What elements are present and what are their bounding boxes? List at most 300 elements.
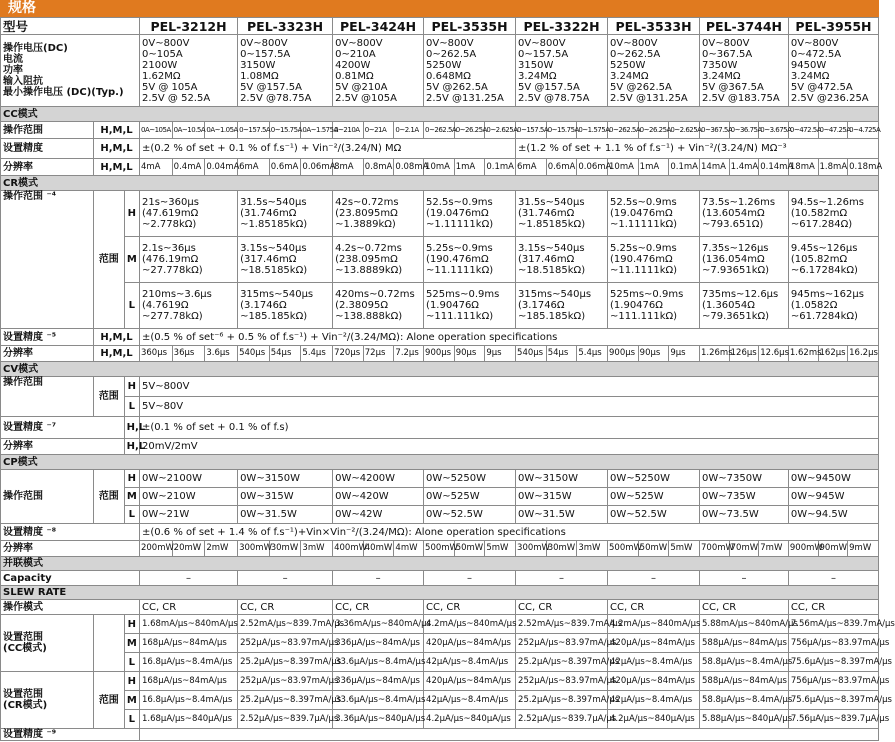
cc-range-value: 0A~1.575A — [301, 122, 333, 139]
range-group-label: 范围 — [93, 191, 124, 329]
slew-value: 42μA/μs~8.4mA/μs — [608, 653, 700, 672]
basic-spec-values: 0V~800V 0~210A 4200W 0.81MΩ 5V @210A 2.5V @105A — [333, 35, 424, 107]
cc-resolution-value: 0.6mA — [546, 159, 577, 176]
range-letter: L — [124, 397, 139, 417]
cp-resolution-value: 30mW — [546, 541, 577, 557]
slew-mode-value: CC, CR — [238, 600, 333, 615]
cr-range-value: 210ms~3.6μs (4.7619Ω ~277.78kΩ) — [139, 283, 237, 329]
model-name: PEL-3424H — [333, 18, 424, 35]
cr-range-value: 525ms~0.9ms (1.90476Ω ~111.111kΩ) — [608, 283, 700, 329]
model-name: PEL-3212H — [139, 18, 237, 35]
cp-range-value: 0W~525W — [424, 488, 516, 506]
slew-value: 3.36μA/μs~840μA/μs — [333, 710, 424, 729]
cc-resolution-value: 0.1mA — [485, 159, 516, 176]
cc-range-value: 0~3.675A — [759, 122, 789, 139]
cr-resolution-value: 16.2μs — [848, 346, 879, 362]
capacity-value: – — [238, 571, 333, 586]
capacity-value: – — [424, 571, 516, 586]
cc-resolution-value: 0.06mA — [301, 159, 333, 176]
model-name: PEL-3322H — [516, 18, 608, 35]
cc-resolution-value: 8mA — [333, 159, 364, 176]
cc-resolution-row — [1, 159, 879, 176]
slew-value: 42μA/μs~8.4mA/μs — [424, 691, 516, 710]
slew-value: 168μA/μs~84mA/μs — [139, 634, 237, 653]
cv-range-row-L — [1, 397, 879, 417]
basic-spec-values: 0V~800V 0~157.5A 3150W 1.08MΩ 5V @157.5A 2.5V @78.75A — [238, 35, 333, 107]
row-label: 操作范围 — [1, 377, 94, 417]
cr-accuracy: ±(0.5 % of set⁻⁶ + 0.5 % of f.s⁻¹) + Vin⁻²/(3.24/MΩ): Alone operation specifications — [139, 329, 878, 346]
cr-range-value: 73.5s~1.26ms (13.6054mΩ ~793.651Ω) — [700, 191, 789, 237]
model-name: PEL-3744H — [700, 18, 789, 35]
cc-resolution-value: 1.4mA — [729, 159, 759, 176]
slew-mode-row — [1, 600, 879, 615]
cr-range-value: 315ms~540μs (3.1746Ω ~185.185kΩ) — [238, 283, 333, 329]
slew-value: 4.2mA/μs~840mA/μs — [608, 615, 700, 634]
cp-section-row — [1, 455, 879, 470]
cp-range-value: 0W~735W — [700, 488, 789, 506]
slew-cr-row-H — [1, 672, 879, 691]
range-letters: H,M,L — [93, 346, 139, 362]
slew-value: 756μA/μs~83.97mA/μs — [788, 672, 878, 691]
cp-range-row-H — [1, 470, 879, 488]
slew-value: 75.6μA/μs~8.397mA/μs — [788, 691, 878, 710]
cc-range-value: 0A~10.5A — [172, 122, 205, 139]
cc-resolution-value: 0.06mA — [577, 159, 608, 176]
cr-resolution-value: 720μs — [333, 346, 364, 362]
range-letters: H,L — [124, 439, 139, 455]
slew-mode-value: CC, CR — [788, 600, 878, 615]
row-label: 设置精度 ⁻⁹ — [1, 729, 140, 741]
range-letter: M — [124, 691, 139, 710]
cp-range-value: 0W~210W — [139, 488, 237, 506]
cc-range-value: 0~2.1A — [394, 122, 424, 139]
cc-range-value: 0~26.25A — [454, 122, 485, 139]
cr-resolution-row — [1, 346, 879, 362]
cr-resolution-value: 1.62ms — [788, 346, 818, 362]
cr-resolution-value: 162μs — [818, 346, 848, 362]
cp-range-value: 0W~525W — [608, 488, 700, 506]
cp-range-value: 0W~21W — [139, 506, 237, 524]
cp-range-value: 0W~94.5W — [788, 506, 878, 524]
slew-value: 168μA/μs~84mA/μs — [139, 672, 237, 691]
model-label: 型号 — [1, 18, 140, 35]
cr-range-value: 31.5s~540μs (31.746mΩ ~1.85185kΩ) — [238, 191, 333, 237]
slew-value: 420μA/μs~84mA/μs — [608, 672, 700, 691]
range-letter: H — [124, 672, 139, 691]
cr-resolution-value: 5.4μs — [301, 346, 333, 362]
cr-range-value: 735ms~12.6μs (1.36054Ω ~79.3651kΩ) — [700, 283, 789, 329]
cut-off-cell — [139, 729, 878, 741]
slew-value: 16.8μA/μs~8.4mA/μs — [139, 691, 237, 710]
slew-value: 7.56μA/μs~839.7μA/μs — [788, 710, 878, 729]
basic-spec-values: 0V~800V 0~472.5A 9450W 3.24MΩ 5V @472.5A 2.5V @236.25A — [788, 35, 878, 107]
slew-value: 42μA/μs~8.4mA/μs — [424, 653, 516, 672]
cc-resolution-value: 10mA — [608, 159, 639, 176]
slew-value: 1.68μA/μs~840μA/μs — [139, 710, 237, 729]
cv-range-value: 5V~800V — [139, 377, 878, 397]
slew-value: 7.56mA/μs~839.7mA/μs — [788, 615, 878, 634]
cr-range-value: 21s~360μs (47.619mΩ ~2.778kΩ) — [139, 191, 237, 237]
slew-mode-value: CC, CR — [608, 600, 700, 615]
basic-spec-values: 0V~800V 0~262.5A 5250W 3.24MΩ 5V @262.5A 2.5V @131.25A — [608, 35, 700, 107]
basic-specs-row — [1, 35, 879, 107]
cc-range-value: 0~26.25A — [638, 122, 669, 139]
range-letter: M — [124, 488, 139, 506]
cc-range-value: 0~47.25A — [818, 122, 848, 139]
model-name: PEL-3955H — [788, 18, 878, 35]
cc-resolution-value: 1mA — [638, 159, 669, 176]
cp-range-value: 0W~31.5W — [238, 506, 333, 524]
slew-value: 25.2μA/μs~8.397mA/μs — [516, 653, 608, 672]
slew-value: 25.2μA/μs~8.397mA/μs — [516, 691, 608, 710]
section-title: CR模式 — [1, 176, 879, 191]
row-label: 分辨率 — [1, 159, 94, 176]
cc-range-value: 0~2.625A — [485, 122, 516, 139]
range-letters: H,M,L — [93, 139, 139, 159]
parallel-section-row — [1, 557, 879, 571]
cp-range-value: 0W~3150W — [238, 470, 333, 488]
cp-resolution-value: 200mW — [139, 541, 172, 557]
cp-resolution-value: 90mW — [818, 541, 848, 557]
slew-value: 42μA/μs~8.4mA/μs — [608, 691, 700, 710]
cr-range-value: 945ms~162μs (1.0582Ω ~61.7284kΩ) — [788, 283, 878, 329]
cp-resolution-value: 3mW — [301, 541, 333, 557]
cp-resolution-value: 2mW — [205, 541, 238, 557]
slew-cc-row-M — [1, 634, 879, 653]
cr-resolution-value: 72μs — [363, 346, 394, 362]
range-letter: M — [124, 634, 139, 653]
slew-value: 588μA/μs~84mA/μs — [700, 672, 789, 691]
cr-range-row-L — [1, 283, 879, 329]
cc-range-value: 0~157.5A — [238, 122, 270, 139]
cp-resolution-value: 30mW — [269, 541, 301, 557]
slew-cr-row-M — [1, 691, 879, 710]
cr-accuracy-row — [1, 329, 879, 346]
slew-mode-value: CC, CR — [516, 600, 608, 615]
cp-resolution-value: 20mW — [172, 541, 205, 557]
slew-value: 33.6μA/μs~8.4mA/μs — [333, 691, 424, 710]
cv-range-value: 5V~80V — [139, 397, 878, 417]
cp-range-value: 0W~42W — [333, 506, 424, 524]
cc-resolution-value: 6mA — [238, 159, 270, 176]
cp-range-value: 0W~2100W — [139, 470, 237, 488]
row-label: 设置范围 (CC模式) — [1, 615, 94, 672]
page-title: 规格 — [8, 0, 36, 16]
slew-value: 75.6μA/μs~8.397mA/μs — [788, 653, 878, 672]
cp-resolution-value: 500mW — [424, 541, 455, 557]
cr-resolution-value: 90μs — [454, 346, 485, 362]
slew-value: 252μA/μs~83.97mA/μs — [238, 634, 333, 653]
basic-spec-values: 0V~800V 0~262.5A 5250W 0.648MΩ 5V @262.5A 2.5V @131.25A — [424, 35, 516, 107]
cr-section-row — [1, 176, 879, 191]
section-title: SLEW RATE — [1, 586, 879, 600]
cr-resolution-value: 12.6μs — [759, 346, 789, 362]
range-letter: L — [124, 710, 139, 729]
range-letters: H,M,L — [93, 159, 139, 176]
cr-range-value: 420ms~0.72ms (2.38095Ω ~138.888kΩ) — [333, 283, 424, 329]
spec-table — [0, 17, 895, 741]
basic-spec-labels: 操作电压(DC) 电流 功率 输入阻抗 最小操作电压 (DC)(Typ.) — [1, 35, 140, 107]
slew-value: 2.52μA/μs~839.7μA/μs — [238, 710, 333, 729]
cc-section-row — [1, 107, 879, 122]
cr-resolution-value: 540μs — [516, 346, 547, 362]
slew-value: 16.8μA/μs~8.4mA/μs — [139, 653, 237, 672]
cc-range-value: 0~367.5A — [700, 122, 730, 139]
slew-value: 756μA/μs~83.97mA/μs — [788, 634, 878, 653]
slew-value: 336μA/μs~84mA/μs — [333, 634, 424, 653]
cp-range-row-L — [1, 506, 879, 524]
row-label: 操作范围 ⁻⁴ — [1, 191, 94, 329]
cp-resolution-value: 7mW — [759, 541, 789, 557]
cc-resolution-value: 6mA — [516, 159, 547, 176]
basic-spec-values: 0V~800V 0~157.5A 3150W 3.24MΩ 5V @157.5A 2.5V @78.75A — [516, 35, 608, 107]
slew-value: 1.68mA/μs~840mA/μs — [139, 615, 237, 634]
slew-value: 588μA/μs~84mA/μs — [700, 634, 789, 653]
slew-value: 420μA/μs~84mA/μs — [608, 634, 700, 653]
cv-range-row-H — [1, 377, 879, 397]
cr-resolution-value: 36μs — [172, 346, 205, 362]
cp-resolution-value: 500mW — [608, 541, 639, 557]
slew-cc-row-L — [1, 653, 879, 672]
slew-value: 58.8μA/μs~8.4mA/μs — [700, 691, 789, 710]
cp-resolution-value: 900mW — [788, 541, 818, 557]
range-letters: H,L — [124, 417, 139, 439]
cp-range-value: 0W~52.5W — [424, 506, 516, 524]
row-label: Capacity — [1, 571, 140, 586]
slew-value: 4.2μA/μs~840μA/μs — [424, 710, 516, 729]
slew-value: 252μA/μs~83.97mA/μs — [516, 634, 608, 653]
row-label: 设置精度 ⁻⁸ — [1, 524, 140, 541]
cc-resolution-value: 0.1mA — [669, 159, 700, 176]
cp-range-value: 0W~4200W — [333, 470, 424, 488]
cr-range-value: 4.2s~0.72ms (238.095mΩ ~13.8889kΩ) — [333, 237, 424, 283]
slew-cr-row-L — [1, 710, 879, 729]
cc-range-value: 0A~1.05A — [205, 122, 238, 139]
model-name: PEL-3323H — [238, 18, 333, 35]
cv-accuracy: ±(0.1 % of set + 0.1 % of f.s) — [139, 417, 878, 439]
cp-range-value: 0W~315W — [238, 488, 333, 506]
cr-resolution-value: 360μs — [139, 346, 172, 362]
cc-range-value: 0~1.575A — [577, 122, 608, 139]
row-label: 操作范围 — [1, 122, 94, 139]
model-name: PEL-3533H — [608, 18, 700, 35]
section-title: CP模式 — [1, 455, 879, 470]
cp-resolution-row — [1, 541, 879, 557]
cr-resolution-value: 5.4μs — [577, 346, 608, 362]
cc-range-value: 0~36.75A — [729, 122, 759, 139]
slew-value: 252μA/μs~83.97mA/μs — [238, 672, 333, 691]
cp-resolution-value: 40mW — [363, 541, 394, 557]
cc-resolution-value: 0.04mA — [205, 159, 238, 176]
cr-resolution-value: 540μs — [238, 346, 270, 362]
cc-resolution-value: 18mA — [788, 159, 818, 176]
section-title: 并联模式 — [1, 557, 879, 571]
cr-range-value: 315ms~540μs (3.1746Ω ~185.185kΩ) — [516, 283, 608, 329]
cr-range-row-M — [1, 237, 879, 283]
cr-range-value: 31.5s~540μs (31.746mΩ ~1.85185kΩ) — [516, 191, 608, 237]
capacity-value: – — [700, 571, 789, 586]
cp-resolution-value: 50mW — [454, 541, 485, 557]
range-letter: H — [124, 615, 139, 634]
cr-resolution-value: 900μs — [608, 346, 639, 362]
cp-accuracy: ±(0.6 % of set + 1.4 % of f.s⁻¹)+Vin×Vin⁻²/(3.24/MΩ): Alone operation specifications — [139, 524, 878, 541]
cr-range-value: 52.5s~0.9ms (19.0476mΩ ~1.11111kΩ) — [424, 191, 516, 237]
page-title-bar — [0, 0, 879, 17]
capacity-row — [1, 571, 879, 586]
cp-range-row-M — [1, 488, 879, 506]
cc-resolution-value: 0.08mA — [394, 159, 424, 176]
row-label: 设置范围 (CR模式) — [1, 672, 94, 729]
cc-accuracy-b: ±(1.2 % of set + 1.1 % of f.s⁻¹) + Vin⁻²/(3.24/N) MΩ⁻³ — [516, 139, 879, 159]
cr-range-value: 525ms~0.9ms (1.90476Ω ~111.111kΩ) — [424, 283, 516, 329]
slew-value: 33.6μA/μs~8.4mA/μs — [333, 653, 424, 672]
cp-resolution-value: 9mW — [848, 541, 879, 557]
cc-accuracy-row — [1, 139, 879, 159]
cr-resolution-value: 126μs — [729, 346, 759, 362]
cr-range-value: 52.5s~0.9ms (19.0476mΩ ~1.11111kΩ) — [608, 191, 700, 237]
cp-accuracy-row — [1, 524, 879, 541]
slew-mode-value: CC, CR — [700, 600, 789, 615]
cc-resolution-value: 0.8mA — [363, 159, 394, 176]
cc-range-value: 0A~105A — [139, 122, 172, 139]
cp-range-value: 0W~315W — [516, 488, 608, 506]
slew-value: 2.52mA/μs~839.7mA/μs — [516, 615, 608, 634]
capacity-value: – — [333, 571, 424, 586]
range-group-label — [93, 615, 124, 672]
header-row — [1, 18, 879, 35]
range-letter: H — [124, 377, 139, 397]
cp-resolution-value: 3mW — [577, 541, 608, 557]
row-label: 设置精度 ⁻⁷ — [1, 417, 125, 439]
cr-range-value: 2.1s~36μs (476.19mΩ ~27.778kΩ) — [139, 237, 237, 283]
cp-resolution-value: 4mW — [394, 541, 424, 557]
cc-resolution-value: 1mA — [454, 159, 485, 176]
range-letters: H,M,L — [93, 329, 139, 346]
cr-range-value: 94.5s~1.26ms (10.582mΩ ~617.284Ω) — [788, 191, 878, 237]
section-title: CV模式 — [1, 362, 879, 377]
cr-resolution-value: 9μs — [485, 346, 516, 362]
cp-range-value: 0W~9450W — [788, 470, 878, 488]
row-label: 设置精度 ⁻⁵ — [1, 329, 94, 346]
capacity-value: – — [516, 571, 608, 586]
slew-value: 4.2μA/μs~840μA/μs — [608, 710, 700, 729]
cp-resolution-value: 70mW — [729, 541, 759, 557]
range-letters: H,M,L — [93, 122, 139, 139]
slew-mode-value: CC, CR — [333, 600, 424, 615]
cp-range-value: 0W~3150W — [516, 470, 608, 488]
cc-resolution-value: 10mA — [424, 159, 455, 176]
slew-mode-value: CC, CR — [139, 600, 237, 615]
cv-accuracy-row — [1, 417, 879, 439]
cp-resolution-value: 5mW — [485, 541, 516, 557]
cc-range-value: 0~2.625A — [669, 122, 700, 139]
cr-resolution-value: 900μs — [424, 346, 455, 362]
cc-range-value: 0~157.5A — [516, 122, 547, 139]
cc-resolution-value: 0.6mA — [269, 159, 301, 176]
cc-resolution-value: 4mA — [139, 159, 172, 176]
range-letter: H — [124, 470, 139, 488]
range-letter: L — [124, 506, 139, 524]
cc-range-value: 0~15.75A — [546, 122, 577, 139]
cv-resolution: 20mV/2mV — [139, 439, 878, 455]
cp-resolution-value: 400mW — [333, 541, 364, 557]
capacity-value: – — [608, 571, 700, 586]
section-title: CC模式 — [1, 107, 879, 122]
cc-range-value: 0~472.5A — [788, 122, 818, 139]
slew-cc-row-H — [1, 615, 879, 634]
row-label: 分辨率 — [1, 346, 94, 362]
cp-range-value: 0W~5250W — [608, 470, 700, 488]
cp-resolution-value: 300mW — [238, 541, 270, 557]
cr-resolution-value: 54μs — [546, 346, 577, 362]
basic-spec-values: 0V~800V 0~367.5A 7350W 3.24MΩ 5V @367.5A 2.5V @183.75A — [700, 35, 789, 107]
cr-range-value: 5.25s~0.9ms (190.476mΩ ~11.1111kΩ) — [424, 237, 516, 283]
range-letter: L — [124, 283, 139, 329]
cp-resolution-value: 700mW — [700, 541, 730, 557]
cv-resolution-row — [1, 439, 879, 455]
cr-resolution-value: 90μs — [638, 346, 669, 362]
capacity-value: – — [788, 571, 878, 586]
cc-accuracy-a: ±(0.2 % of set + 0.1 % of f.s⁻¹) + Vin⁻²/(3.24/N) MΩ — [139, 139, 515, 159]
slew-value: 5.88μA/μs~840μA/μs — [700, 710, 789, 729]
range-letter: M — [124, 237, 139, 283]
cp-resolution-value: 50mW — [638, 541, 669, 557]
slew-value: 25.2μA/μs~8.397mA/μs — [238, 691, 333, 710]
slew-value: 58.8μA/μs~8.4mA/μs — [700, 653, 789, 672]
slew-value: 5.88mA/μs~840mA/μs — [700, 615, 789, 634]
slew-value: 420μA/μs~84mA/μs — [424, 672, 516, 691]
slew-value: 252μA/μs~83.97mA/μs — [516, 672, 608, 691]
cp-range-value: 0W~31.5W — [516, 506, 608, 524]
cr-range-value: 42s~0.72ms (23.8095mΩ ~1.3889kΩ) — [333, 191, 424, 237]
range-group-label: 范围 — [93, 672, 124, 729]
range-letter: L — [124, 653, 139, 672]
cc-resolution-value: 0.18mA — [848, 159, 879, 176]
cc-range-value: 0~262.5A — [608, 122, 639, 139]
row-label: 操作范围 — [1, 470, 94, 524]
cc-range-value: 0~21A — [363, 122, 394, 139]
cp-range-value: 0W~5250W — [424, 470, 516, 488]
slew-value: 4.2mA/μs~840mA/μs — [424, 615, 516, 634]
cp-range-value: 0W~73.5W — [700, 506, 789, 524]
range-group-label: 范围 — [93, 470, 124, 524]
cv-section-row — [1, 362, 879, 377]
cr-range-row-H — [1, 191, 879, 237]
cc-range-row — [1, 122, 879, 139]
cr-resolution-value: 9μs — [669, 346, 700, 362]
slew-value: 336μA/μs~84mA/μs — [333, 672, 424, 691]
slew-section-row — [1, 586, 879, 600]
cc-resolution-value: 0.4mA — [172, 159, 205, 176]
slew-value: 25.2μA/μs~8.397mA/μs — [238, 653, 333, 672]
cr-resolution-value: 1.26ms — [700, 346, 730, 362]
row-label: 设置精度 — [1, 139, 94, 159]
cr-range-value: 7.35s~126μs (136.054mΩ ~7.93651kΩ) — [700, 237, 789, 283]
slew-value: 2.52μA/μs~839.7μA/μs — [516, 710, 608, 729]
cc-range-value: 0~4.725A — [848, 122, 879, 139]
row-label: 操作模式 — [1, 600, 140, 615]
slew-mode-value: CC, CR — [424, 600, 516, 615]
cp-resolution-value: 300mW — [516, 541, 547, 557]
cc-resolution-value: 1.8mA — [818, 159, 848, 176]
slew-accuracy-row-cut — [1, 729, 879, 741]
cr-resolution-value: 54μs — [269, 346, 301, 362]
cc-resolution-value: 14mA — [700, 159, 730, 176]
model-name: PEL-3535H — [424, 18, 516, 35]
cp-resolution-value: 5mW — [669, 541, 700, 557]
row-label: 分辨率 — [1, 439, 125, 455]
slew-value: 420μA/μs~84mA/μs — [424, 634, 516, 653]
